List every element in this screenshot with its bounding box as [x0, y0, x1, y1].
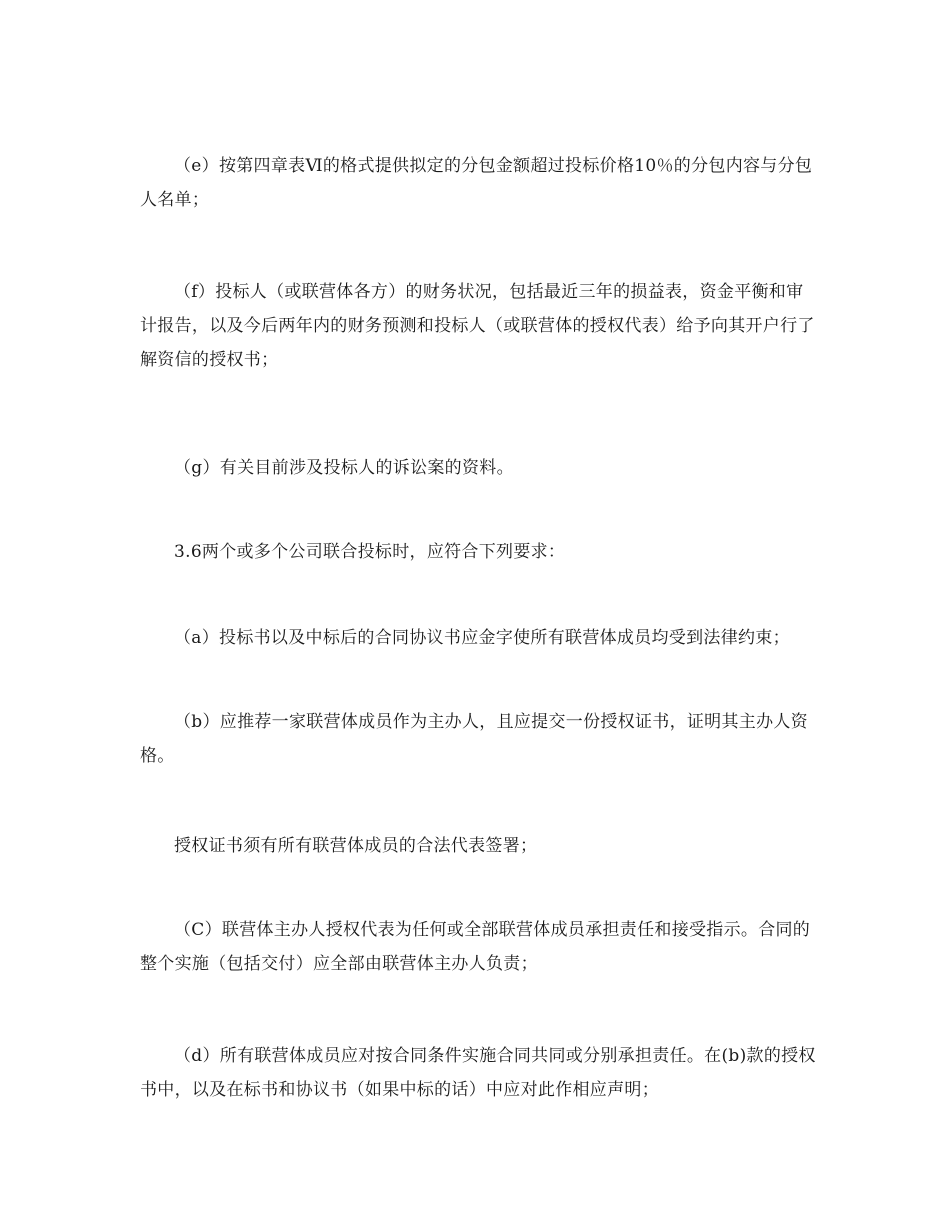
- paragraph-g-litigation: （g）有关目前涉及投标人的诉讼案的资料。: [174, 458, 514, 478]
- paragraph-3-6-joint-bidding: 3.6两个或多个公司联合投标时，应符合下列要求：: [174, 542, 566, 562]
- paragraph-c-lead-representative: （C）联营体主办人授权代表为任何或全部联营体成员承担责任和接受指示。合同的整个实施（包括交付）应全部由联营体主办人负责；: [140, 920, 811, 974]
- paragraph-d-joint-liability: （d）所有联营体成员应对按合同条件实施合同共同或分别承担责任。在(b)款的授权书中，以及在标书和协议书（如果中标的话）中应对此作相应声明；: [140, 1046, 816, 1100]
- paragraph-f-financial-status: （f）投标人（或联营体各方）的财务状况，包括最近三年的损益表，资金平衡和审计报告，以及今后两年内的财务预测和投标人（或联营体的授权代表）给予向其开户行了解资信的授权书；: [140, 282, 815, 370]
- paragraph-e-subcontract-list: （e）按第四章表Ⅵ的格式提供拟定的分包金额超过投标价格10％的分包内容与分包人名单；: [140, 156, 813, 210]
- paragraph-a-legal-binding: （a）投标书以及中标后的合同协议书应金字使所有联营体成员均受到法律约束；: [174, 628, 790, 648]
- paragraph-authorization-signature: 授权证书须有所有联营体成员的合法代表签署；: [174, 836, 538, 856]
- paragraph-b-lead-partner: （b）应推荐一家联营体成员作为主办人，且应提交一份授权证书，证明其主办人资格。: [140, 712, 808, 766]
